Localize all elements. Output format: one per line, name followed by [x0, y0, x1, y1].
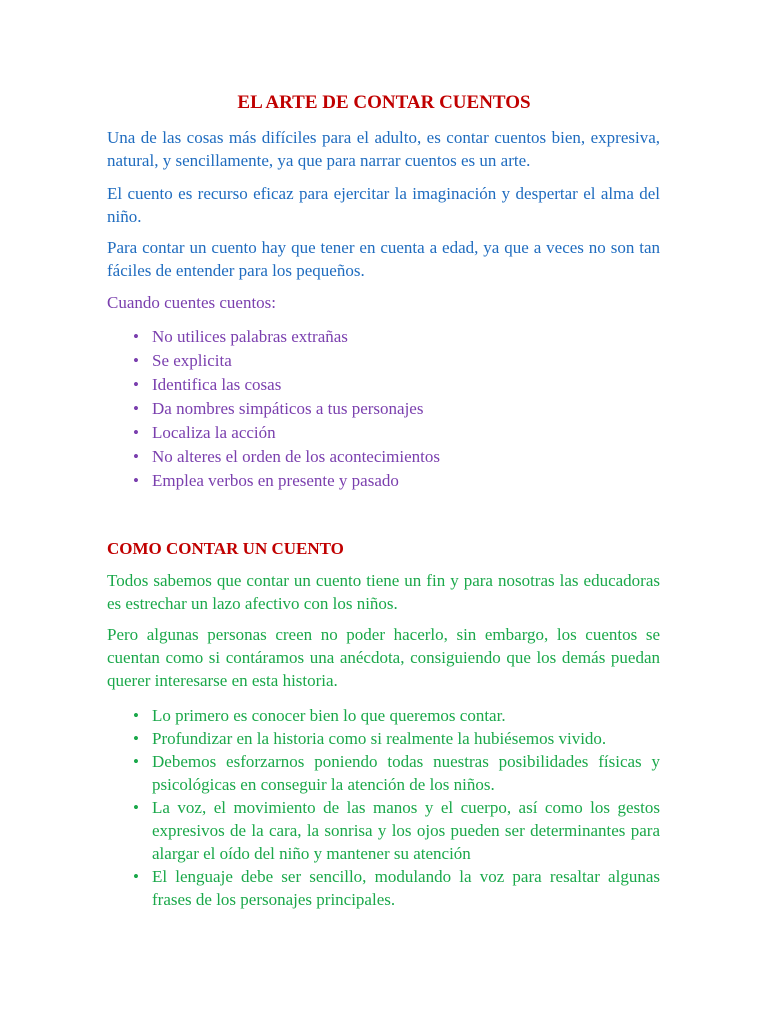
section-heading: COMO CONTAR UN CUENTO: [107, 539, 344, 558]
list-item: • Identifica las cosas: [107, 373, 660, 397]
bullet-icon: •: [133, 471, 139, 490]
list-item: • Localiza la acción: [107, 421, 660, 445]
list-item: • La voz, el movimiento de las manos y el cuerpo, así como los gestos expresivos de la cara, la sonrisa y los ojos pueden ser determinantes para alargar el oído del niño y mantener su atención: [107, 796, 660, 865]
bullet-icon: •: [133, 375, 139, 394]
list-item: • El lenguaje debe ser sencillo, modulando la voz para resaltar algunas frases de los personajes principales.: [107, 865, 660, 911]
bullet-icon: •: [133, 752, 139, 771]
list-item: • Debemos esforzarnos poniendo todas nuestras posibilidades físicas y psicológicas en conseguir la atención de los niños.: [107, 750, 660, 796]
list-intro: Cuando cuentes cuentos:: [107, 293, 277, 312]
bullet-list: [107, 704, 660, 911]
list-item: • Profundizar en la historia como si realmente la hubiésemos vivido.: [107, 727, 660, 750]
bullet-icon: •: [133, 447, 139, 466]
list-item: • Lo primero es conocer bien lo que queremos contar.: [107, 704, 660, 727]
bullet-icon: •: [133, 327, 139, 346]
page-title: EL ARTE DE CONTAR CUENTOS: [237, 92, 531, 113]
list-item: • Emplea verbos en presente y pasado: [107, 469, 660, 493]
paragraph: El cuento es recurso eficaz para ejercitar la imaginación y despertar el alma del niño.: [107, 184, 660, 226]
paragraph: Para contar un cuento hay que tener en cuenta a edad, ya que a veces no son tan fáciles de entender para los pequeños.: [107, 238, 660, 280]
list-item: • No alteres el orden de los acontecimientos: [107, 445, 660, 469]
list-item: • Se explicita: [107, 349, 660, 373]
paragraph: Todos sabemos que contar un cuento tiene un fin y para nosotras las educadoras es estrechar un lazo afectivo con los niños.: [107, 571, 660, 613]
bullet-icon: •: [133, 798, 139, 817]
bullet-icon: •: [133, 706, 139, 725]
bullet-icon: •: [133, 423, 139, 442]
list-item: • No utilices palabras extrañas: [107, 325, 660, 349]
bullet-icon: •: [133, 729, 139, 748]
bullet-icon: •: [133, 867, 139, 886]
bullet-icon: •: [133, 351, 139, 370]
bullet-list: [107, 325, 660, 493]
paragraph: Una de las cosas más difíciles para el adulto, es contar cuentos bien, expresiva, natural, y sencillamente, ya que para narrar cuentos es un arte.: [107, 128, 660, 170]
paragraph: Pero algunas personas creen no poder hacerlo, sin embargo, los cuentos se cuentan como si contáramos una anécdota, consiguiendo que los demás puedan querer interesarse en esta historia.: [107, 625, 660, 690]
bullet-icon: •: [133, 399, 139, 418]
list-item: • Da nombres simpáticos a tus personajes: [107, 397, 660, 421]
